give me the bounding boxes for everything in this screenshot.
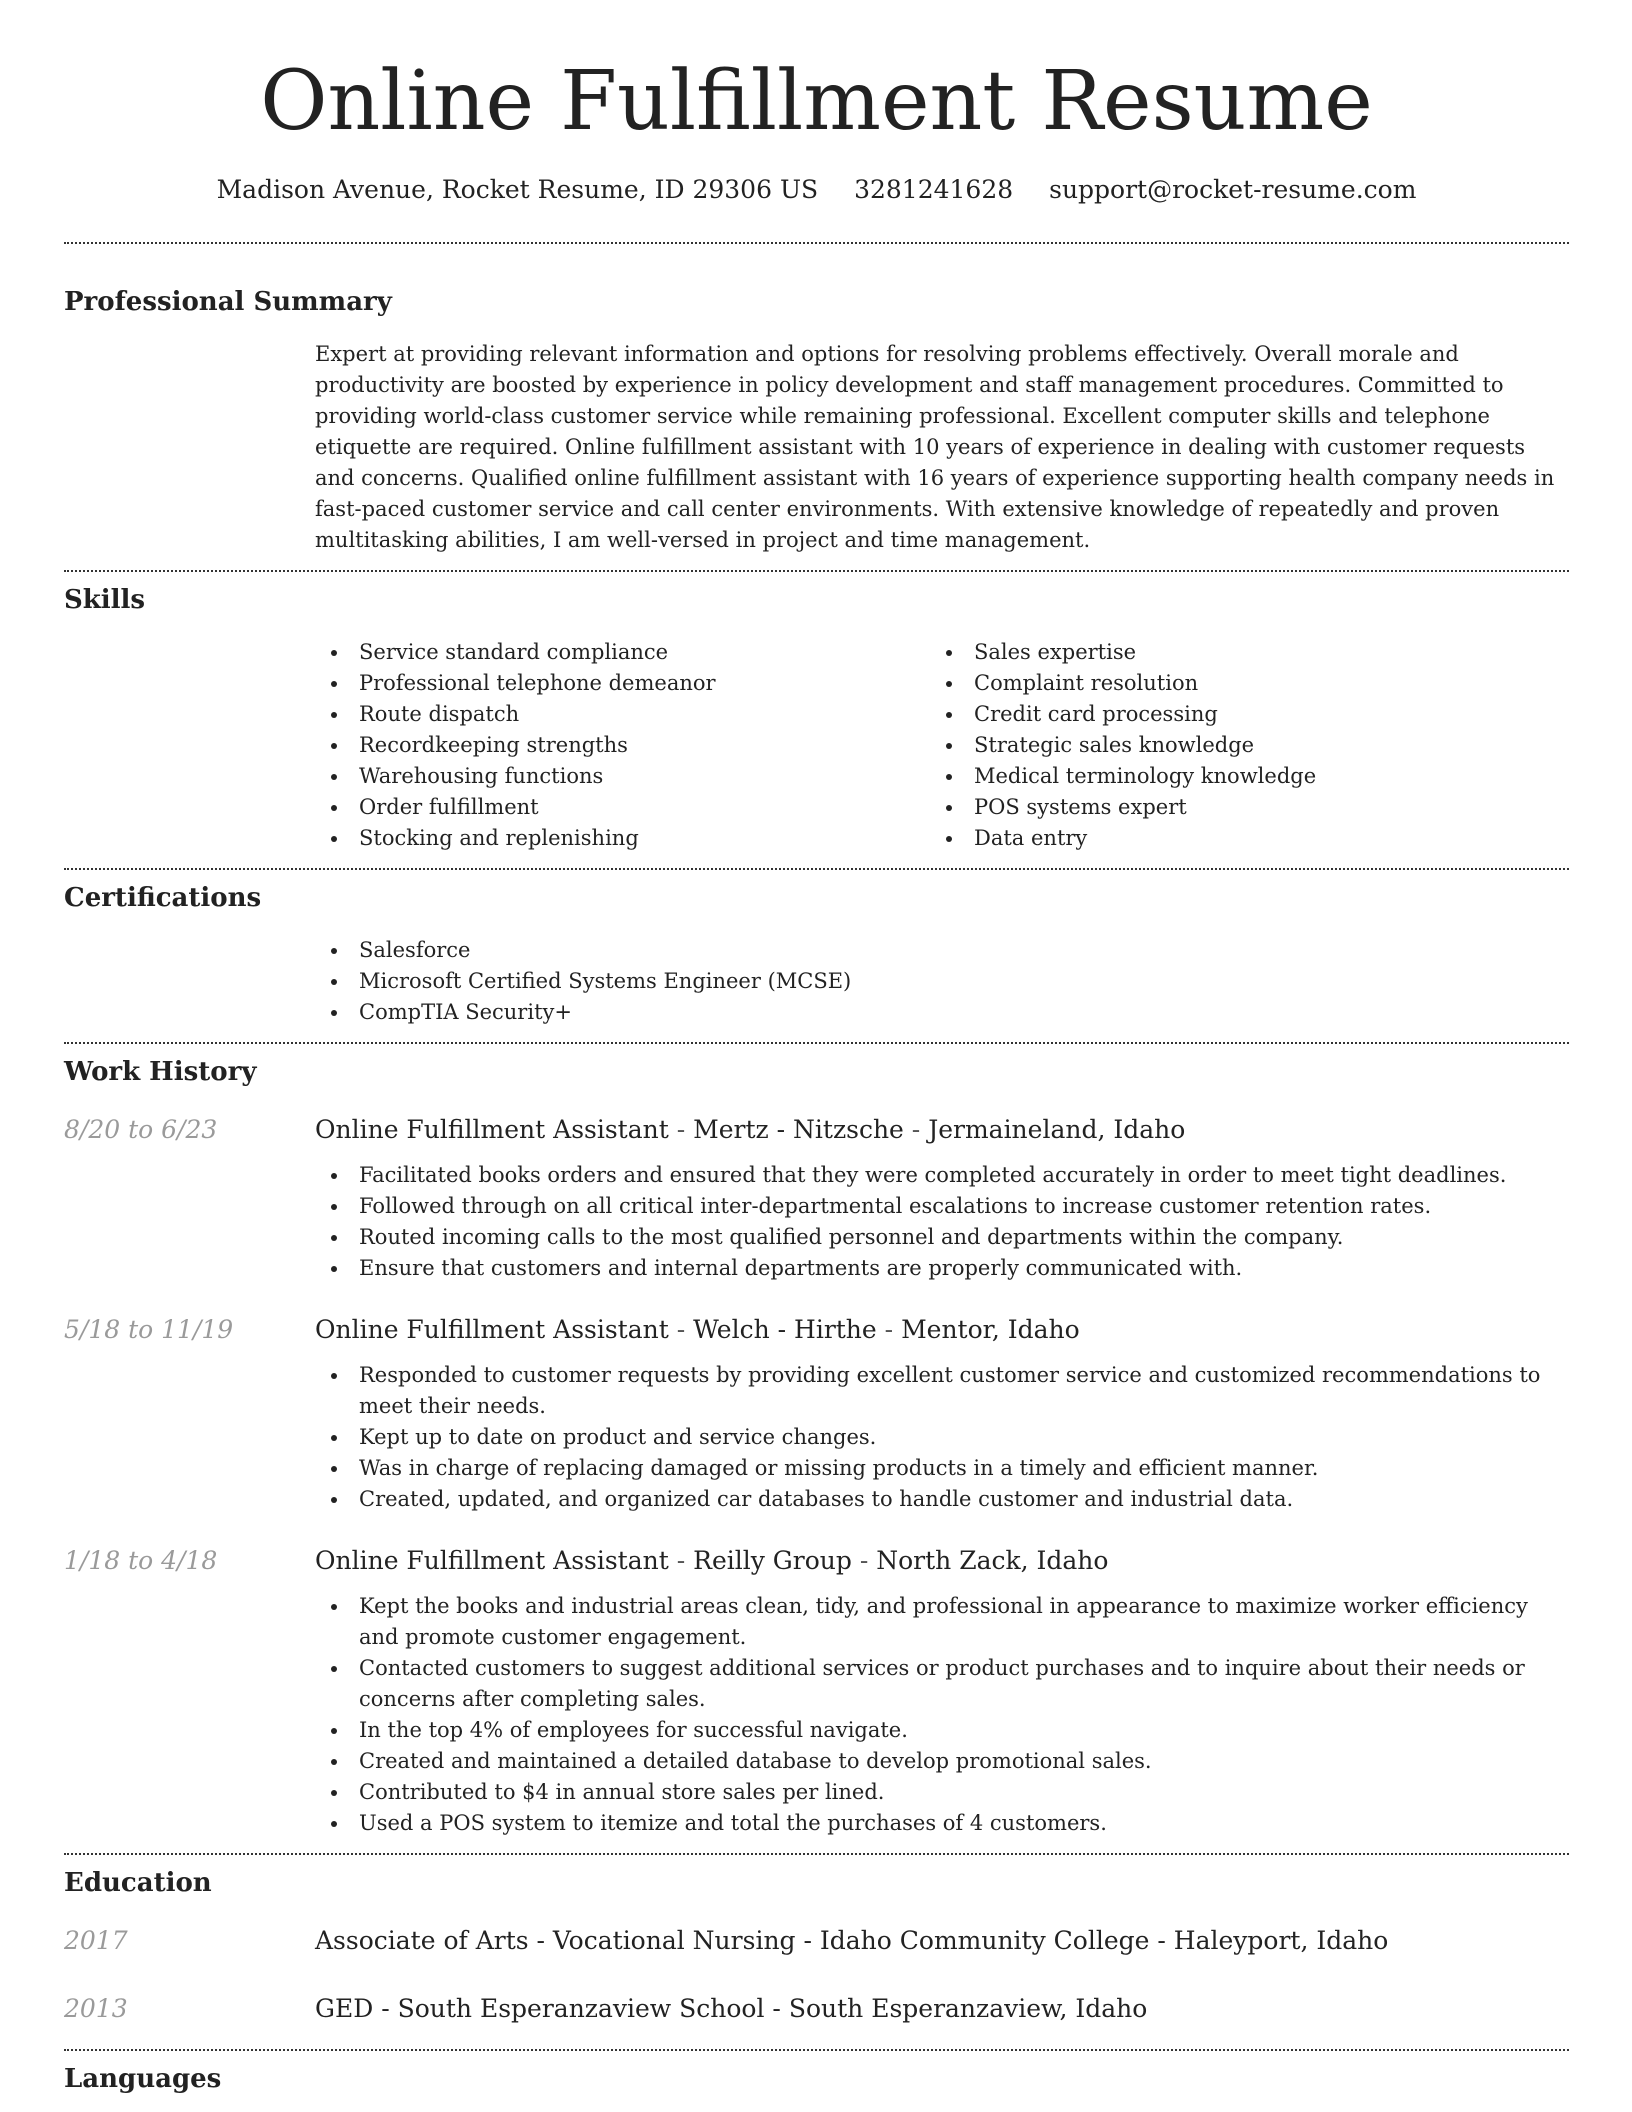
job-heading [315,1543,1569,1579]
job-entry [64,1312,1569,1515]
separator: - [668,1315,694,1344]
certifications-list [315,935,1569,1028]
list-item: Data entry [974,823,1545,854]
list-item: Contacted customers to suggest additional services or product purchases and to inquire about their needs or concerns after completing sales. [359,1653,1569,1715]
education-heading: Education [64,1868,212,1898]
work-heading: Work History [64,1057,257,1087]
job-date: 8/20 to 6/23 [64,1115,218,1144]
job-title: Online Fulfillment Assistant [315,1546,669,1575]
list-item: Stocking and replenishing [359,823,930,854]
education-text: Associate of Arts - Vocational Nursing - Idaho Community College - Haleyport, Idaho [315,1926,1389,1955]
divider [64,242,1569,244]
work-jobs [64,1112,1569,1839]
list-item: Created and maintained a detailed database to develop promotional sales. [359,1746,1569,1777]
job-bullets [315,1591,1569,1839]
list-item: Created, updated, and organized car databases to handle customer and industrial data. [359,1484,1569,1515]
summary-heading: Professional Summary [64,287,392,317]
list-item: Facilitated books orders and ensured that they were completed accurately in order to meet tight deadlines. [359,1160,1569,1191]
job-title: Online Fulfillment Assistant [315,1315,669,1344]
separator: - [876,1315,902,1344]
resume-page [64,0,1569,2097]
job-company: Mertz - Nitzsche [693,1115,904,1144]
list-item: POS systems expert [974,792,1545,823]
job-bullet-list [315,1360,1569,1515]
divider [64,1853,1569,1855]
skills-column-left [315,637,930,854]
certifications-section [64,880,1569,1028]
divider [64,2049,1569,2051]
list-item: Was in charge of replacing damaged or missing products in a timely and efficient manner. [359,1453,1569,1484]
list-item: Credit card processing [974,699,1545,730]
contact-info [64,172,1569,208]
list-item: Contributed to $4 in annual store sales per lined. [359,1777,1569,1808]
certifications-heading: Certifications [64,883,262,913]
list-item: Followed through on all critical inter-departmental escalations to increase customer retention rates. [359,1191,1569,1222]
job-title: Online Fulfillment Assistant [315,1115,669,1144]
list-item: Used a POS system to itemize and total the purchases of 4 customers. [359,1808,1569,1839]
separator: - [903,1115,929,1144]
list-item: Strategic sales knowledge [974,730,1545,761]
contact-phone: 3281241628 [854,175,1014,204]
job-entry [64,1112,1569,1284]
list-item: In the top 4% of employees for successful navigate. [359,1715,1569,1746]
job-heading [315,1312,1569,1348]
languages-heading: Languages [64,2064,222,2094]
separator: - [851,1546,877,1575]
skills-section [64,582,1569,854]
job-date: 5/18 to 11/19 [64,1315,234,1344]
job-bullets [315,1360,1569,1515]
list-item: Complaint resolution [974,668,1545,699]
skills-list-left [315,637,930,854]
skills-column-right [930,637,1545,854]
list-item: Responded to customer requests by providing excellent customer service and customized recommendations to meet their needs. [359,1360,1569,1422]
list-item: Kept the books and industrial areas clean, tidy, and professional in appearance to maximize worker efficiency and promote customer engagement. [359,1591,1569,1653]
skills-list-right [930,637,1545,854]
job-location: Jermaineland, Idaho [928,1115,1186,1144]
education-year: 2017 [64,1926,128,1955]
job-location: North Zack, Idaho [876,1546,1109,1575]
list-item: Warehousing functions [359,761,930,792]
education-section [64,1865,1569,2027]
job-date: 1/18 to 4/18 [64,1546,218,1575]
separator: - [668,1115,694,1144]
separator: - [668,1546,694,1575]
list-item: Route dispatch [359,699,930,730]
work-section [64,1054,1569,1839]
job-bullet-list [315,1160,1569,1284]
page-title: Online Fulfillment Resume [260,54,1373,149]
job-company: Reilly Group [693,1546,852,1575]
divider [64,570,1569,572]
summary-section [64,284,1569,556]
list-item: Service standard compliance [359,637,930,668]
education-entry [64,1991,1569,2027]
list-item: Microsoft Certified Systems Engineer (MCSE) [359,966,1569,997]
job-company: Welch - Hirthe [693,1315,877,1344]
job-entry [64,1543,1569,1839]
divider [64,1042,1569,1044]
contact-address: Madison Avenue, Rocket Resume, ID 29306 US [216,175,819,204]
divider [64,868,1569,870]
job-bullet-list [315,1591,1569,1839]
list-item: Routed incoming calls to the most qualified personnel and departments within the company. [359,1222,1569,1253]
list-item: Order fulfillment [359,792,930,823]
education-year: 2013 [64,1994,128,2023]
summary-text: Expert at providing relevant information and options for resolving problems effectively. Overall morale and productivity are boosted by experience in policy development and staff management procedures. Committed to providing world-class customer service while remaining professional. Excellent computer skills and telephone etiquette are required. Online fulfillment assistant with 10 years of experience in dealing with customer requests and concerns. Qualified online fulfillment assistant with 16 years of experience supporting health company needs in fast-paced customer service and call center environments. With extensive knowledge of repeatedly and proven multitasking abilities, I am well-versed in project and time management. [315,342,1555,552]
job-location: Mentor, Idaho [901,1315,1080,1344]
list-item: CompTIA Security+ [359,997,1569,1028]
education-entry [64,1923,1569,1959]
list-item: Medical terminology knowledge [974,761,1545,792]
education-text: GED - South Esperanzaview School - South Esperanzaview, Idaho [315,1994,1148,2023]
skills-grid [315,637,1569,854]
contact-email: support@rocket-resume.com [1049,175,1417,204]
languages-section [64,2061,1569,2097]
list-item: Kept up to date on product and service changes. [359,1422,1569,1453]
job-heading [315,1112,1569,1148]
list-item: Recordkeeping strengths [359,730,930,761]
list-item: Sales expertise [974,637,1545,668]
list-item: Ensure that customers and internal departments are properly communicated with. [359,1253,1569,1284]
list-item: Professional telephone demeanor [359,668,930,699]
certifications-block [315,935,1569,1028]
list-item: Salesforce [359,935,1569,966]
job-bullets [315,1160,1569,1284]
skills-heading: Skills [64,585,146,615]
